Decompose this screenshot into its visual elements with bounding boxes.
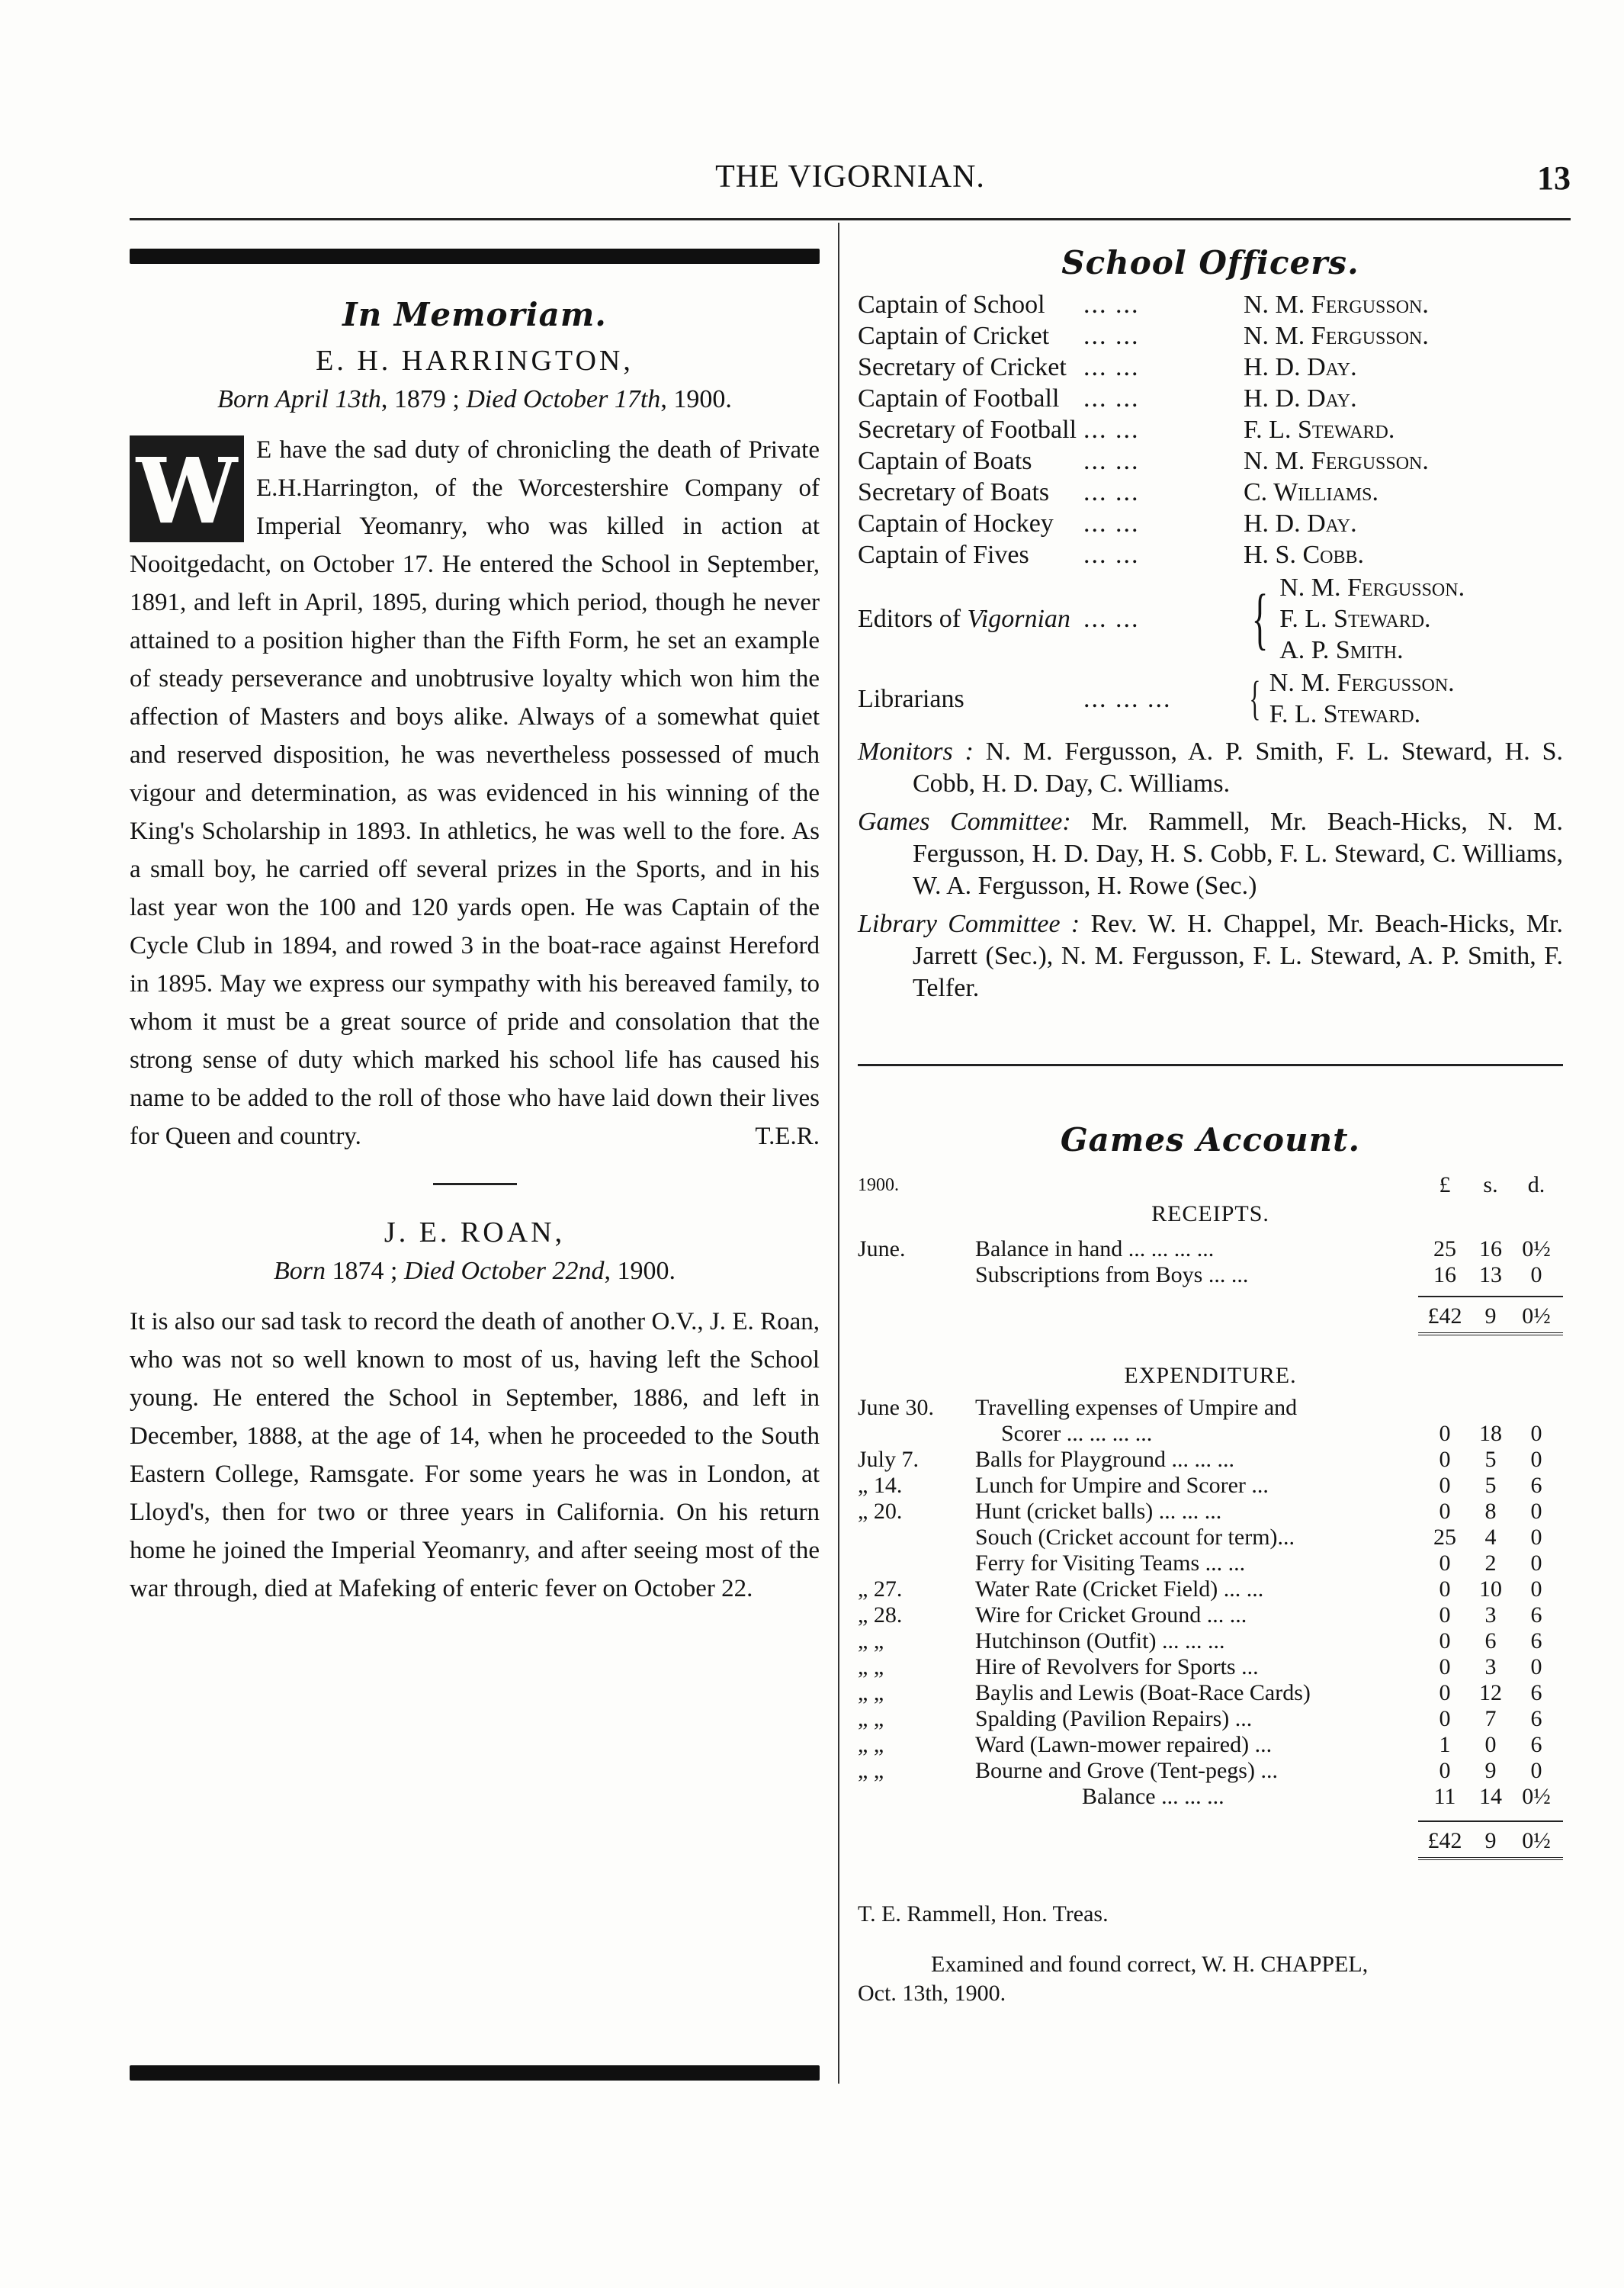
column-divider: [838, 223, 839, 2084]
brace-glyph: {: [1251, 580, 1269, 657]
receipt-row: [858, 1262, 1563, 1288]
entry-description: Baylis and Lewis (Boat-Race Cards): [975, 1680, 1311, 1705]
entry-date: „ „: [858, 1628, 884, 1653]
entry-date: „ „: [858, 1680, 884, 1705]
entry-pounds: 0: [1439, 1447, 1451, 1472]
examined-line: Examined and found correct, W. H. CHAPPEL,: [931, 1952, 1369, 1977]
entry-pounds: 0: [1439, 1706, 1451, 1731]
entry-pounds: 11: [1433, 1784, 1456, 1809]
officer-row: [858, 508, 1563, 539]
entry-description: Ward (Lawn-mower repaired) ...: [975, 1732, 1273, 1757]
harrington-dates: [130, 385, 820, 414]
harrington-born-year: , 1879 ;: [380, 385, 467, 413]
entry-description: Wire for Cricket Ground ... ...: [975, 1602, 1247, 1628]
roan-died: Died October 22nd: [403, 1257, 605, 1285]
entry-pence: 6: [1530, 1680, 1542, 1705]
entry-pounds: 0: [1439, 1499, 1451, 1524]
officer-name: F. L. Steward.: [1244, 416, 1395, 444]
entry-shillings: [1468, 1395, 1513, 1421]
section-rule: [858, 1064, 1563, 1066]
receipts-total-row: £42 9 0½: [1427, 1303, 1551, 1329]
shillings-head: s.: [1483, 1172, 1498, 1197]
entry-date: [858, 1551, 975, 1576]
entry-shillings: 6: [1484, 1628, 1497, 1653]
entry-shillings: 9: [1484, 1758, 1497, 1783]
officer-label: Captain of Football: [858, 384, 1060, 413]
officer-name: N. M. Fergusson.: [1244, 322, 1429, 350]
entry-date: „ 14.: [858, 1473, 903, 1498]
roan-name: J. E. ROAN,: [384, 1216, 566, 1248]
entry-shillings: 18: [1479, 1421, 1502, 1446]
receipts-double-rule: [1418, 1332, 1563, 1335]
editors-names: N. M. Fergusson. F. L. Steward. A. P. Smith.: [1279, 574, 1465, 664]
officer-label: Captain of School: [858, 291, 1045, 319]
entry-date: July 7.: [858, 1447, 920, 1472]
officer-name: H. S. Cobb.: [1244, 541, 1364, 569]
officer-label: Captain of Fives: [858, 541, 1029, 569]
librarians-label: Librarians: [858, 684, 964, 713]
entry-pence: 0: [1530, 1525, 1542, 1550]
treasurer-line: T. E. Rammell, Hon. Treas.: [858, 1901, 1109, 1926]
entry-pence: [1513, 1395, 1559, 1421]
entry-pounds: 0: [1439, 1473, 1451, 1498]
entry-pounds: [1422, 1395, 1468, 1421]
entry-pounds: 25: [1433, 1236, 1456, 1261]
entry-description: Balls for Playground ... ... ...: [975, 1447, 1234, 1472]
entry-shillings: 2: [1484, 1551, 1497, 1576]
account-year: 1900.: [858, 1175, 899, 1195]
entry-date: [858, 1525, 975, 1551]
entry-shillings: 3: [1484, 1654, 1497, 1679]
officer-row: [858, 445, 1563, 477]
entry-pence: 6: [1530, 1473, 1542, 1498]
entry-description: Spalding (Pavilion Repairs) ...: [975, 1706, 1253, 1731]
pounds-head: £: [1439, 1172, 1451, 1197]
harrington-name: E. H. HARRINGTON,: [316, 345, 634, 377]
entry-pounds: 16: [1433, 1262, 1456, 1287]
entry-shillings: 7: [1484, 1706, 1497, 1731]
memoriam-heading: In Memoriam.: [342, 296, 607, 333]
entry-pence: 0½: [1522, 1784, 1551, 1809]
dropcap-initial: W: [130, 435, 244, 542]
entry-pounds: 0: [1439, 1421, 1451, 1446]
entry-description: Hutchinson (Outfit) ... ... ...: [975, 1628, 1225, 1653]
entry-pounds: 0: [1439, 1576, 1451, 1602]
entry-description: Balance in hand ... ... ... ...: [975, 1236, 1215, 1261]
expenditure-row: [858, 1447, 1563, 1473]
entry-description: Hire of Revolvers for Sports ...: [975, 1654, 1259, 1679]
roan-dates: [130, 1257, 820, 1286]
entry-date: June 30.: [858, 1395, 934, 1420]
entry-date: June.: [858, 1236, 906, 1261]
officer-name: N. M. Fergusson.: [1244, 447, 1429, 475]
entry-pence: 0: [1530, 1576, 1542, 1602]
officer-row: [858, 352, 1563, 383]
entry-date: „ „: [858, 1732, 884, 1757]
entry-description: Balance ... ... ...: [1082, 1784, 1224, 1809]
officer-label: Secretary of Cricket: [858, 353, 1067, 381]
entry-shillings: 4: [1484, 1525, 1497, 1550]
officer-label: Captain of Cricket: [858, 322, 1050, 350]
entry-shillings: 10: [1479, 1576, 1502, 1602]
editors-dots: ... ...: [1083, 605, 1140, 633]
officer-dots: ... ...: [1083, 322, 1140, 350]
entry-shillings: 16: [1479, 1236, 1502, 1261]
expenditure-row: [858, 1706, 1563, 1732]
librarians-dots: ... ... ...: [1083, 684, 1172, 713]
harrington-text: E have the sad duty of chronicling the death of Private E.H.Harrington, of the Worcestershire Company of Imperial Yeomanry, who was killed in action at Nooitgedacht, on October 17. He entered the School in September, 1891, and left in April, 1895, during which period, though he never attained to a position higher than the Fifth Form, he set an example of steady perseverance and unobtrusive loyalty which won him the affection of Masters and boys alike. Always of a somewhat quiet and reserved disposition, he was nevertheless possessed of much vigour and determination, as was evidenced in his winning of the King's Scholarship in 1893. In athletics, he was well to the fore. As a small boy, he carried off several prizes in the Sports, and in his last year won the 100 and 120 yards open. He was Captain of the Cycle Club in 1894, and rowed 3 in the boat-race against Hereford in 1895. May we express our sympathy with his bereaved family, to whom it must be a great source of pride and consolation that the strong sense of duty which marked his school life has caused his name to be added to the roll of those who have laid down their lives for Queen and country.: [130, 436, 820, 1150]
library-committee: Library Committee : Rev. W. H. Chappel, Mr. Beach-Hicks, Mr. Jarrett (Sec.), N. M. Fergusson, F. L. Steward, A. P. Smith, F. Telfer.: [858, 910, 1563, 1002]
entry-pence: 0: [1530, 1262, 1542, 1287]
entry-date: „ „: [858, 1706, 884, 1731]
entry-pence: 0: [1530, 1654, 1542, 1679]
receipt-row: [858, 1236, 1563, 1262]
harrington-born: Born April 13th: [217, 385, 381, 413]
entry-pounds: 0: [1439, 1654, 1451, 1679]
entry-pence: 0: [1530, 1447, 1542, 1472]
officer-dots: ... ...: [1083, 416, 1140, 444]
entry-shillings: 5: [1484, 1473, 1497, 1498]
examined-date: Oct. 13th, 1900.: [858, 1981, 1006, 2006]
entry-date: [858, 1262, 975, 1288]
brace-glyph: {: [1249, 673, 1261, 725]
roan-text: It is also our sad task to record the death of another O.V., J. E. Roan, who was not so well known to most of us, having left the School young. He entered the School in September, 1886, and left in December, 1888, at the age of 14, when he proceeded to the South Eastern College, Ramsgate. For some years he was in London, at Lloyd's, then for two or three years in California. On his return home he joined the Imperial Yeomanry, and after seeing most of the war through, died at Mafeking of enteric fever on October 22.: [130, 1308, 820, 1602]
entry-pence: 6: [1530, 1732, 1542, 1757]
officer-dots: ... ...: [1083, 447, 1140, 475]
running-title: THE VIGORNIAN.: [715, 159, 985, 194]
entry-date: [858, 1421, 975, 1447]
games-committee: Games Committee: Mr. Rammell, Mr. Beach-Hicks, N. M. Fergusson, H. D. Day, H. S. Cobb, F. L. Steward, C. Williams, W. A. Fergusson, H. Rowe (Sec.): [858, 808, 1563, 900]
entry-pounds: 25: [1433, 1525, 1456, 1550]
entry-shillings: 14: [1479, 1784, 1502, 1809]
harrington-died-year: , 1900.: [660, 385, 732, 413]
officer-name: C. Williams.: [1244, 478, 1378, 506]
entry-pence: 0½: [1522, 1236, 1551, 1261]
officer-dots: ... ...: [1083, 478, 1140, 506]
page-number: 13: [1537, 159, 1571, 197]
entry-shillings: 12: [1479, 1680, 1502, 1705]
account-head-row: [858, 1172, 1563, 1198]
officer-name: N. M. Fergusson.: [1244, 291, 1429, 319]
page-header: [130, 153, 1571, 214]
entry-pence: 0: [1530, 1421, 1542, 1446]
expenditure-row: [858, 1784, 1563, 1810]
officers-list: [858, 289, 1563, 1004]
expenditure-total-row: £42 9 0½: [1427, 1828, 1551, 1853]
expenditure-row: [858, 1525, 1563, 1551]
entry-pounds: 0: [1439, 1602, 1451, 1628]
officer-label: Secretary of Football: [858, 416, 1077, 444]
entry-description: Scorer ... ... ... ...: [1001, 1421, 1153, 1446]
officer-label: Captain of Hockey: [858, 509, 1054, 538]
roan-born: Born: [274, 1257, 326, 1285]
monitors: Monitors : N. M. Fergusson, A. P. Smith, F. L. Steward, H. S. Cobb, H. D. Day, C. Williams.: [858, 737, 1563, 798]
officer-dots: ... ...: [1083, 509, 1140, 538]
entry-pence: 6: [1530, 1602, 1542, 1628]
entry-date: „ „: [858, 1758, 884, 1783]
entry-pence: 6: [1530, 1628, 1542, 1653]
entry-description: Ferry for Visiting Teams ... ...: [975, 1551, 1246, 1576]
entry-date: „ 28.: [858, 1602, 903, 1628]
officers-column: [858, 244, 1563, 2008]
entry-description: Water Rate (Cricket Field) ... ...: [975, 1576, 1264, 1602]
officer-dots: ... ...: [1083, 541, 1140, 569]
bottom-ornamental-bar: [130, 2065, 820, 2081]
officer-dots: ... ...: [1083, 353, 1140, 381]
entry-description: Bourne and Grove (Tent-pegs) ...: [975, 1758, 1278, 1783]
entry-shillings: 3: [1484, 1602, 1497, 1628]
expenditure-double-rule: [1418, 1857, 1563, 1860]
entry-pence: 0: [1530, 1758, 1542, 1783]
officer-label: Secretary of Boats: [858, 478, 1050, 506]
entry-pounds: 0: [1439, 1758, 1451, 1783]
expenditure-sum-rule: [1418, 1820, 1563, 1822]
officer-row: [858, 289, 1563, 320]
expenditure-row: [858, 1421, 1563, 1447]
section-divider: [433, 1183, 517, 1185]
entry-date: [858, 1784, 975, 1810]
receipts-sum-rule: [1418, 1296, 1563, 1297]
harrington-died: Died October 17th: [466, 385, 661, 413]
roan-born-year: 1874 ;: [326, 1257, 404, 1285]
entry-pence: 0: [1530, 1551, 1542, 1576]
officer-row: [858, 320, 1563, 352]
expenditure-label: EXPENDITURE.: [1124, 1363, 1297, 1388]
expenditure-row: [858, 1576, 1563, 1602]
officer-dots: ... ...: [1083, 384, 1140, 413]
entry-date: „ 27.: [858, 1576, 903, 1602]
editors-label: Editors of Vigornian: [858, 605, 1070, 633]
expenditure-row: [858, 1551, 1563, 1576]
expenditure-row: [858, 1602, 1563, 1628]
header-rule: [130, 218, 1571, 220]
harrington-signature: T.E.R.: [755, 1123, 820, 1150]
officer-row: [858, 477, 1563, 508]
entry-shillings: 0: [1484, 1732, 1497, 1757]
entry-pounds: 0: [1439, 1680, 1451, 1705]
entry-shillings: 8: [1484, 1499, 1497, 1524]
entry-shillings: 5: [1484, 1447, 1497, 1472]
roan-died-year: , 1900.: [604, 1257, 676, 1285]
entry-pounds: 0: [1439, 1628, 1451, 1653]
officer-row: [858, 414, 1563, 445]
entry-date: „ „: [858, 1654, 884, 1679]
officer-name: H. D. Day.: [1244, 384, 1357, 413]
games-account-heading: Games Account.: [1060, 1121, 1361, 1158]
expenditure-row: [858, 1499, 1563, 1525]
officer-dots: ... ...: [1083, 291, 1140, 319]
officer-name: H. D. Day.: [1244, 509, 1357, 538]
editors-group: [858, 572, 1563, 666]
entry-description: Subscriptions from Boys ... ...: [975, 1262, 1249, 1287]
officer-name: H. D. Day.: [1244, 353, 1357, 381]
librarians-group: [858, 667, 1563, 730]
expenditure-row: [858, 1628, 1563, 1654]
librarians-names: N. M. Fergusson. F. L. Steward.: [1269, 669, 1455, 728]
expenditure-row: [858, 1680, 1563, 1706]
entry-pence: 6: [1530, 1706, 1542, 1731]
entry-shillings: 13: [1479, 1262, 1502, 1287]
entry-description: Travelling expenses of Umpire and: [975, 1395, 1298, 1420]
entry-description: Souch (Cricket account for term)...: [975, 1525, 1295, 1550]
expenditure-row: [858, 1732, 1563, 1758]
entry-date: „ 20.: [858, 1499, 903, 1524]
receipts-label: RECEIPTS.: [1151, 1201, 1269, 1226]
officers-heading: School Officers.: [1061, 244, 1359, 281]
expenditure-row: [858, 1654, 1563, 1680]
officer-label: Captain of Boats: [858, 447, 1032, 475]
entry-pounds: 0: [1439, 1551, 1451, 1576]
expenditure-row: [858, 1395, 1563, 1421]
games-account-table: [858, 1172, 1563, 2008]
entry-pounds: 1: [1439, 1732, 1451, 1757]
officer-row: [858, 383, 1563, 414]
memoriam-column: [130, 296, 820, 1608]
officer-row: [858, 539, 1563, 570]
entry-description: Hunt (cricket balls) ... ... ...: [975, 1499, 1222, 1524]
top-ornamental-bar: [130, 249, 820, 264]
entry-pence: 0: [1530, 1499, 1542, 1524]
expenditure-row: [858, 1473, 1563, 1499]
pence-head: d.: [1527, 1172, 1545, 1197]
expenditure-row: [858, 1758, 1563, 1784]
harrington-article: [130, 431, 820, 1155]
entry-description: Lunch for Umpire and Scorer ...: [975, 1473, 1269, 1498]
